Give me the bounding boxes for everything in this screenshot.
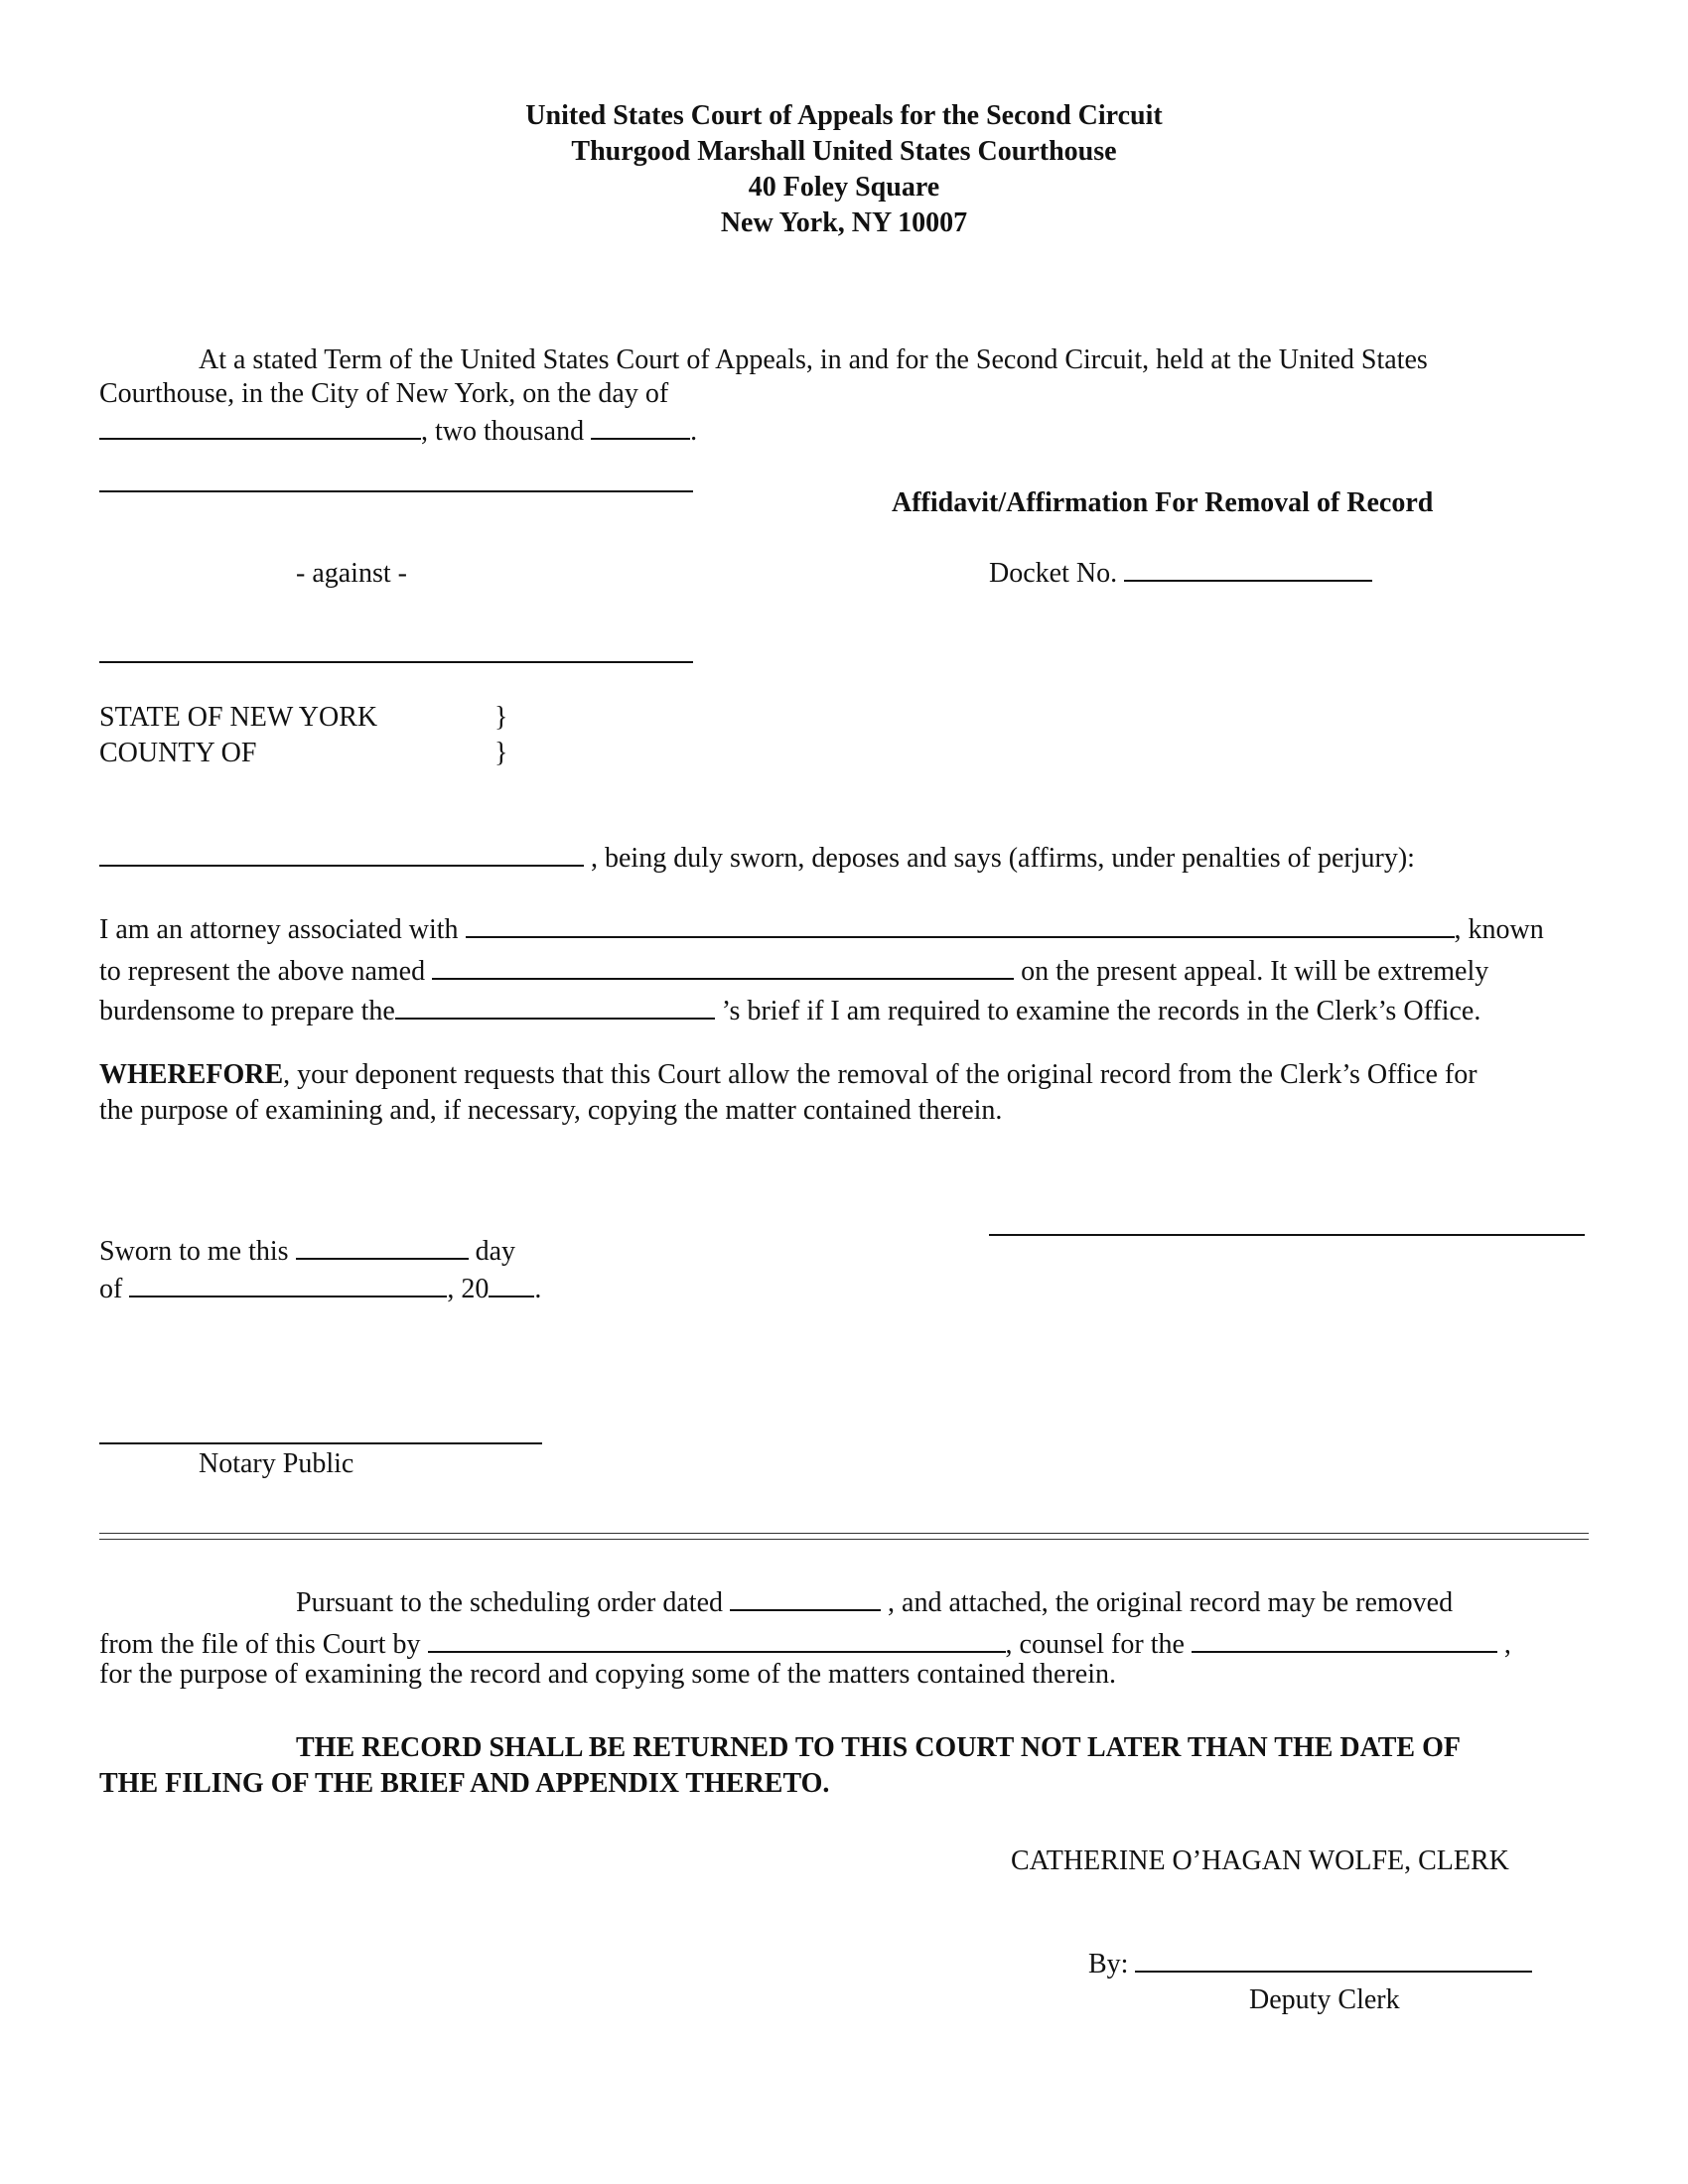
counsel-name-blank[interactable]	[428, 1629, 1006, 1653]
venue-state: STATE OF NEW YORK	[99, 702, 378, 733]
court-street: 40 Foley Square	[748, 172, 940, 203]
against-label: - against -	[296, 558, 407, 589]
court-name: United States Court of Appeals for the Second Circuit	[525, 100, 1163, 131]
deputy-signature-blank[interactable]	[1135, 1949, 1532, 1973]
notary-signature-line[interactable]	[99, 1442, 542, 1444]
docket-blank[interactable]	[1124, 558, 1372, 582]
jurat-year-blank[interactable]	[489, 1274, 534, 1297]
section-divider	[99, 1533, 1589, 1540]
return-notice-line-1: THE RECORD SHALL BE RETURNED TO THIS COURT NOT LATER THAN THE DATE OF	[296, 1732, 1461, 1763]
deputy-clerk-label: Deputy Clerk	[1249, 1984, 1400, 2015]
intro-line-1: At a stated Term of the United States Court of Appeals, in and for the Second Circuit, held at the United States	[199, 344, 1428, 375]
notary-label: Notary Public	[199, 1448, 354, 1479]
jurat-month-blank[interactable]	[129, 1274, 447, 1297]
wherefore-line-1: WHEREFORE, your deponent requests that this Court allow the removal of the original record from the Clerk’s Office for	[99, 1059, 1477, 1090]
brief-party-blank[interactable]	[395, 996, 715, 1020]
order-line-3: for the purpose of examining the record and copying some of the matters contained therein.	[99, 1659, 1116, 1690]
deponent-name-blank[interactable]	[99, 843, 584, 867]
court-city: New York, NY 10007	[720, 207, 968, 238]
order-line-1: Pursuant to the scheduling order dated , and attached, the original record may be removed	[296, 1587, 1454, 1618]
attorney-line-1: I am an attorney associated with , known	[99, 914, 1544, 945]
venue-brace-1: }	[494, 702, 508, 733]
affidavit-title: Affidavit/Affirmation For Removal of Record	[892, 487, 1434, 518]
deponent-signature-line[interactable]	[989, 1234, 1585, 1236]
attorney-line-3: burdensome to prepare the ’s brief if I am required to examine the records in the Clerk’s Office.	[99, 996, 1481, 1026]
order-line-2: from the file of this Court by , counsel for the ,	[99, 1629, 1511, 1660]
year-blank[interactable]	[591, 416, 690, 440]
party-2-line[interactable]	[99, 661, 693, 663]
courthouse-name: Thurgood Marshall United States Courthouse	[571, 136, 1117, 167]
party-represented-blank[interactable]	[432, 956, 1014, 980]
docket-number: Docket No.	[989, 557, 1372, 591]
clerk-name: CATHERINE O’HAGAN WOLFE, CLERK	[1011, 1845, 1509, 1876]
firm-blank[interactable]	[466, 914, 1455, 938]
sworn-statement: , being duly sworn, deposes and says (affirms, under penalties of perjury):	[99, 842, 1415, 876]
venue-brace-2: }	[494, 738, 508, 768]
jurat-line-2: of , 20 .	[99, 1274, 542, 1304]
jurat-day-blank[interactable]	[296, 1236, 469, 1260]
by-line: By:	[1088, 1948, 1532, 1981]
wherefore-line-2: the purpose of examining and, if necessary, copying the matter contained therein.	[99, 1095, 1003, 1126]
intro-line-2: Courthouse, in the City of New York, on the day of	[99, 378, 669, 409]
counsel-party-blank[interactable]	[1192, 1629, 1497, 1653]
intro-line-3: , two thousand .	[99, 415, 697, 449]
jurat-line-1: Sworn to me this day	[99, 1236, 515, 1267]
day-blank[interactable]	[99, 416, 421, 440]
venue-county: COUNTY OF	[99, 738, 257, 768]
party-1-line[interactable]	[99, 490, 693, 492]
attorney-line-2: to represent the above named on the present appeal. It will be extremely	[99, 956, 1489, 987]
order-date-blank[interactable]	[730, 1587, 881, 1611]
return-notice-line-2: THE FILING OF THE BRIEF AND APPENDIX THERETO.	[99, 1768, 830, 1799]
